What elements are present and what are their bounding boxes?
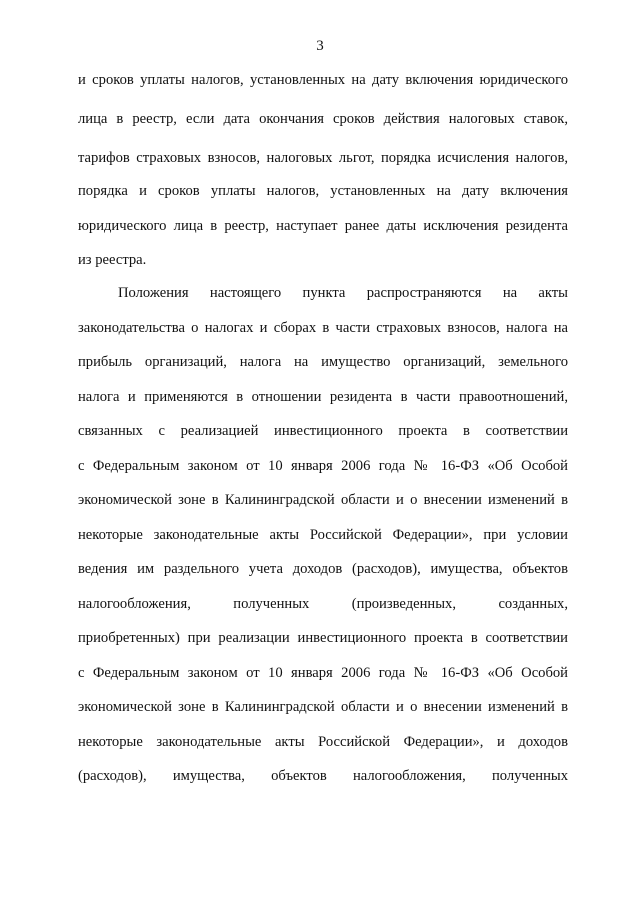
text-line: ведения им раздельного учета доходов (расходов), имущества, объектов (78, 561, 568, 577)
text-line: порядка и сроков уплаты налогов, установленных на дату включения (78, 183, 568, 199)
text-line: и сроков уплаты налогов, установленных на дату включения юридического (78, 72, 568, 88)
paragraph-first-line: Положения настоящего пункта распространяются на акты (118, 285, 568, 301)
text-line: некоторые законодательные акты Российской Федерации», и доходов (78, 734, 568, 750)
text-line: с Федеральным законом от 10 января 2006 года № 16-ФЗ «Об Особой (78, 458, 568, 474)
text-line: (расходов), имущества, объектов налогообложения, полученных (78, 768, 568, 784)
text-line: экономической зоне в Калининградской области и о внесении изменений в (78, 492, 568, 508)
page-number: 3 (316, 38, 324, 54)
text-line: прибыль организаций, налога на имущество организаций, земельного (78, 354, 568, 370)
text-line: связанных с реализацией инвестиционного проекта в соответствии (78, 423, 568, 439)
text-line: некоторые законодательные акты Российской Федерации», при условии (78, 527, 568, 543)
text-line: налогообложения, полученных (произведенных, созданных, (78, 596, 568, 612)
text-line: экономической зоне в Калининградской области и о внесении изменений в (78, 699, 568, 715)
text-line: приобретенных) при реализации инвестиционного проекта в соответствии (78, 630, 568, 646)
text-line: тарифов страховых взносов, налоговых льгот, порядка исчисления налогов, (78, 150, 568, 166)
text-line: законодательства о налогах и сборах в части страховых взносов, налога на (78, 320, 568, 336)
text-line: налога и применяются в отношении резидента в части правоотношений, (78, 389, 568, 405)
text-line: юридического лица в реестр, наступает ранее даты исключения резидента (78, 218, 568, 234)
text-line: из реестра. (78, 252, 147, 268)
text-line: с Федеральным законом от 10 января 2006 года № 16-ФЗ «Об Особой (78, 665, 568, 681)
text-line: лица в реестр, если дата окончания сроков действия налоговых ставок, (78, 111, 568, 127)
